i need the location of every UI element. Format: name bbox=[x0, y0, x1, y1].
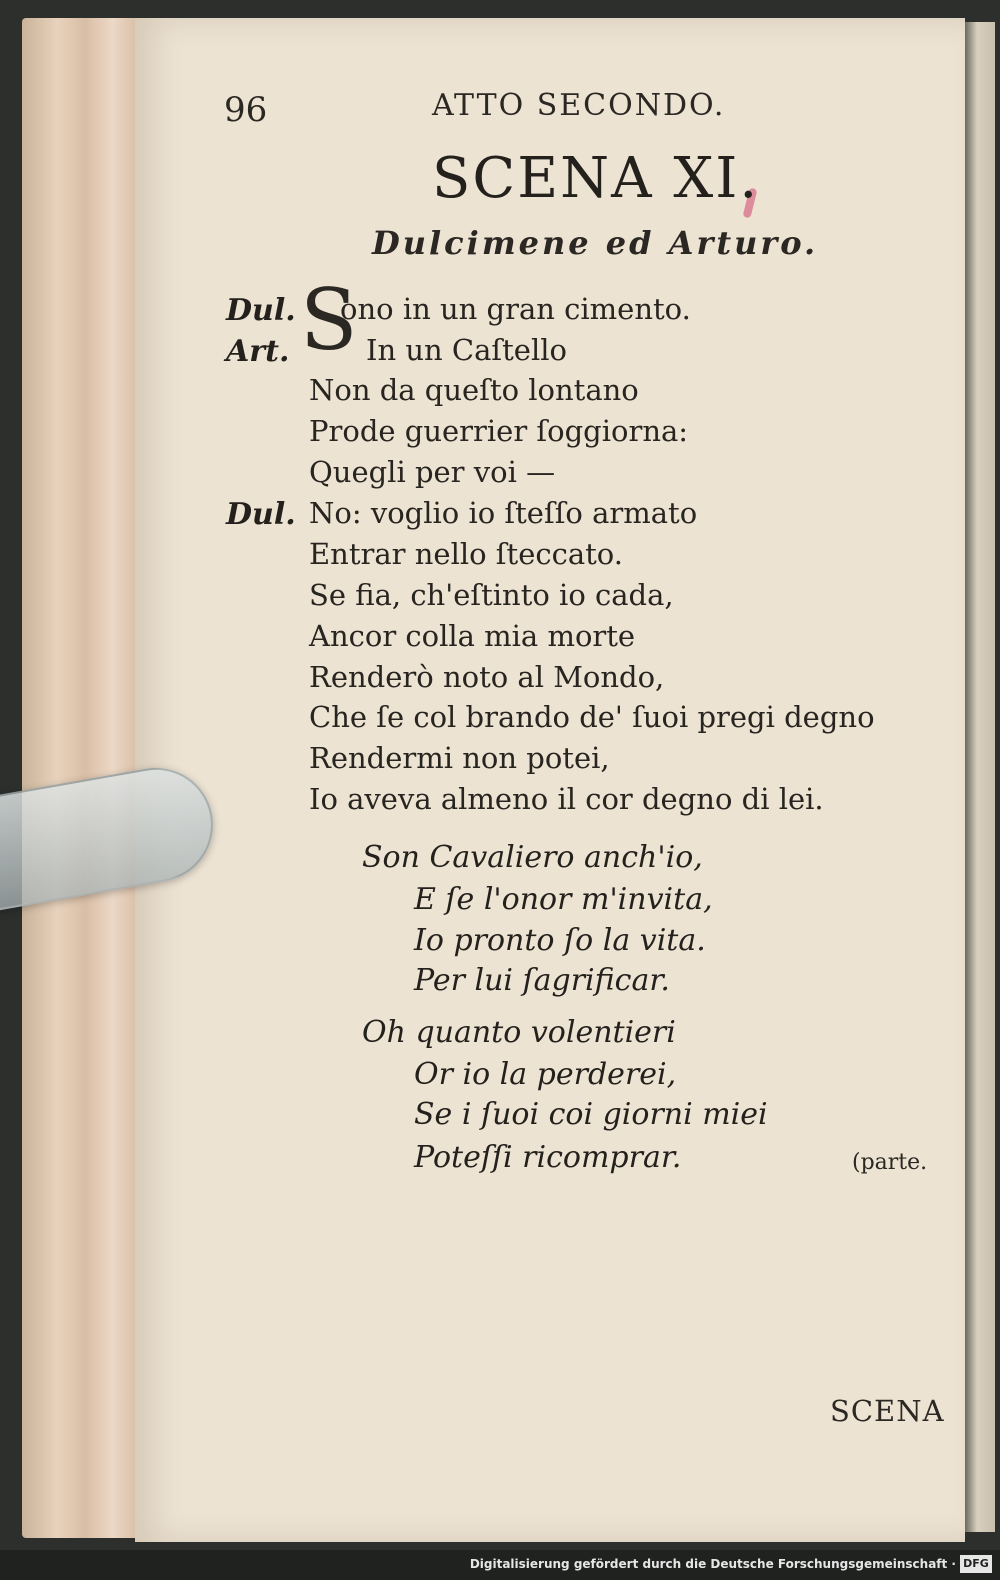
dialogue-line: Se fia, ch'eſtinto io cada, bbox=[309, 578, 674, 612]
dialogue-line: Prode guerrier ſoggiorna: bbox=[309, 414, 689, 448]
dialogue-line: No: voglio io ſteſſo armato bbox=[309, 496, 698, 530]
speaker-label: Dul. bbox=[226, 497, 296, 532]
dialogue-line: Ancor colla mia morte bbox=[309, 619, 636, 653]
scene-personae: Dulcimene ed Arturo. bbox=[372, 224, 819, 262]
facing-page-edge bbox=[965, 22, 995, 1532]
speaker-label: Art. bbox=[226, 334, 290, 369]
aria-line: E ſe l'onor m'invita, bbox=[414, 882, 713, 917]
page-number: 96 bbox=[224, 90, 268, 130]
aria-line: Son Cavaliero anch'io, bbox=[362, 840, 703, 875]
catchword: SCENA bbox=[830, 1394, 945, 1428]
running-title: ATTO SECONDO. bbox=[432, 88, 726, 123]
stage-direction: (parte. bbox=[852, 1150, 928, 1175]
aria-line: Or io la perderei, bbox=[414, 1057, 677, 1092]
dialogue-line: ono in un gran cimento. bbox=[340, 292, 691, 326]
dialogue-line: Non da queſto lontano bbox=[309, 373, 639, 407]
aria-line: Io pronto ſo la vita. bbox=[414, 923, 706, 958]
dialogue-line: In un Caſtello bbox=[366, 333, 567, 367]
dialogue-line: Rendermi non potei, bbox=[309, 741, 610, 775]
speaker-label: Dul. bbox=[226, 293, 296, 328]
drop-cap: S bbox=[300, 271, 358, 369]
dialogue-line: Che ſe col brando de' ſuoi pregi degno bbox=[309, 700, 875, 734]
dialogue-line: Entrar nello ſteccato. bbox=[309, 537, 623, 571]
dialogue-line: Renderò noto al Mondo, bbox=[309, 660, 665, 694]
aria-line: Per lui ſagrificar. bbox=[414, 963, 670, 998]
aria-line: Oh quanto volentieri bbox=[362, 1015, 676, 1050]
dialogue-line: Io aveva almeno il cor degno di lei. bbox=[309, 782, 824, 816]
scene-title: SCENA XI. bbox=[432, 146, 760, 211]
dialogue-line: Quegli per voi — bbox=[309, 455, 556, 489]
dfg-logo: DFG bbox=[960, 1555, 992, 1573]
aria-line: Poteſſi ricomprar. bbox=[414, 1140, 682, 1175]
footer-bar bbox=[0, 1550, 1000, 1580]
aria-line: Se i ſuoi coi giorni miei bbox=[414, 1097, 768, 1132]
footer-credit: Digitalisierung gefördert durch die Deutsche Forschungsgemeinschaft · bbox=[469, 1557, 956, 1571]
